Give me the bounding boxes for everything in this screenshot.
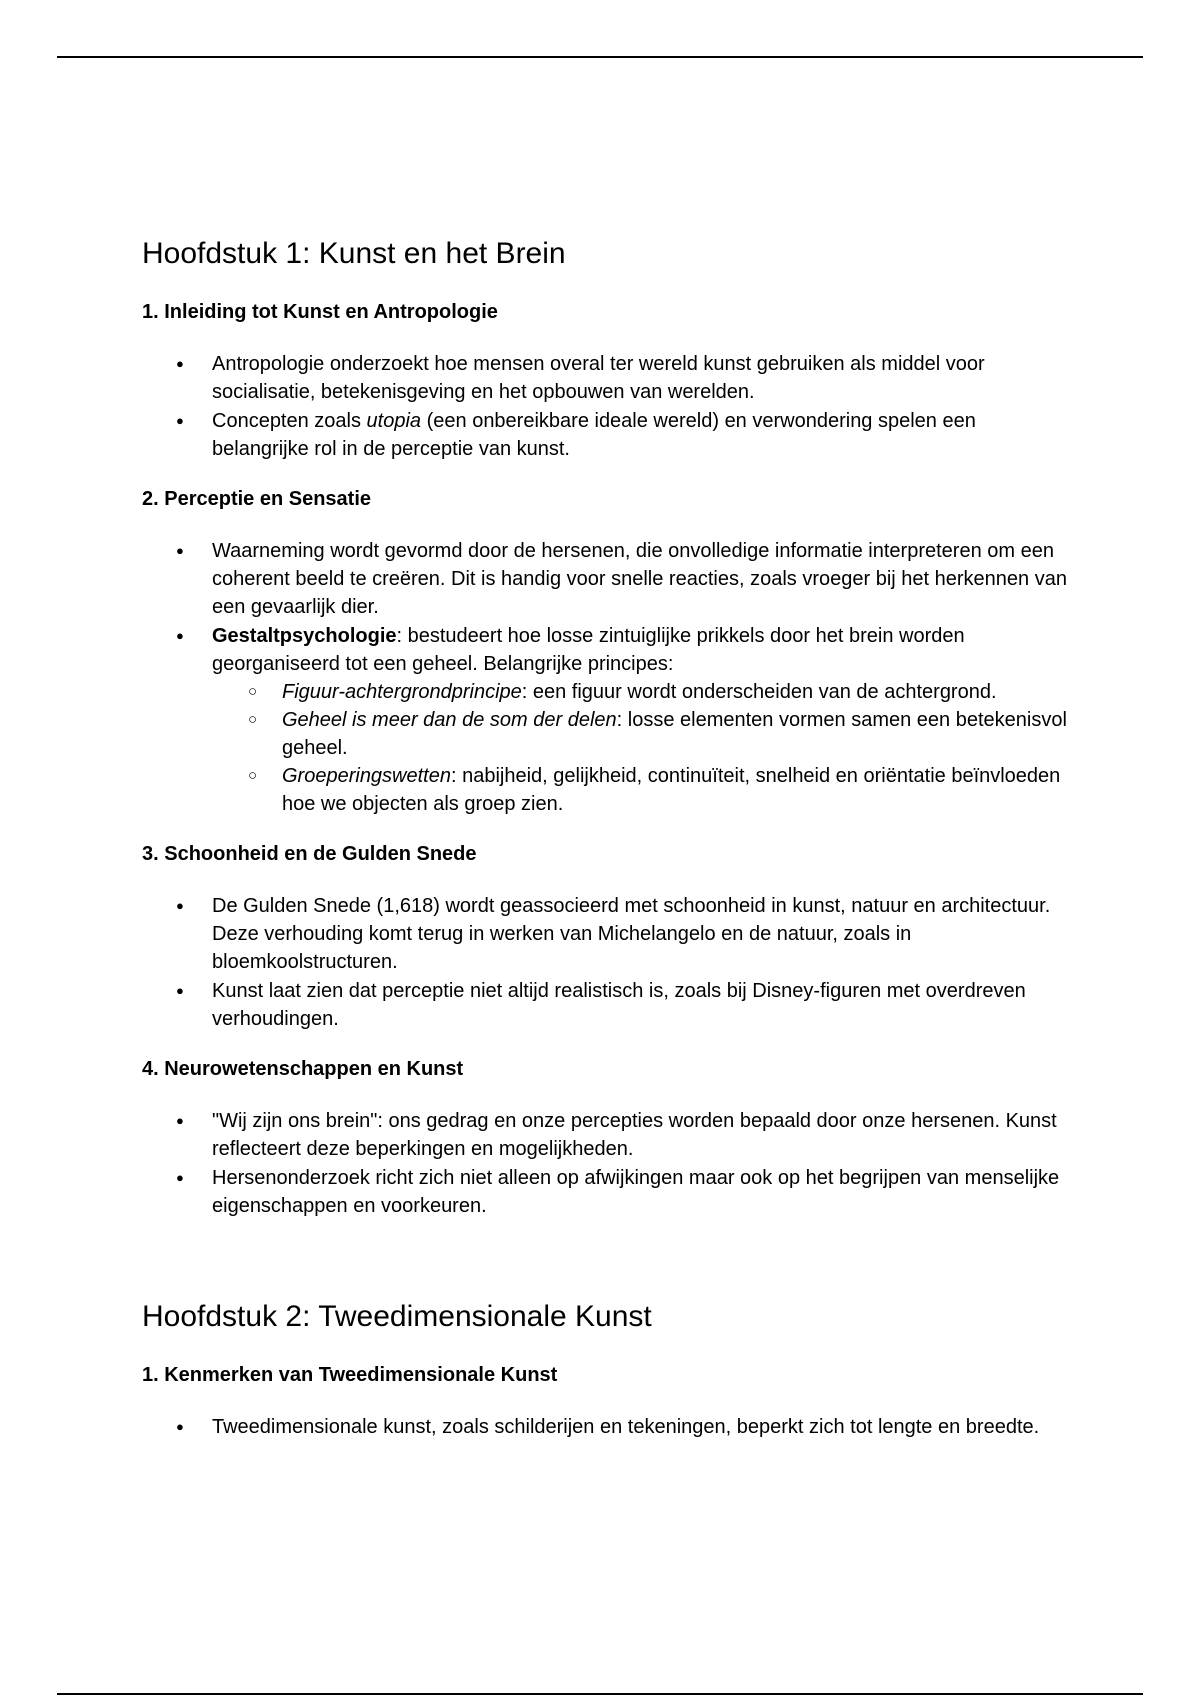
chapter-1-title: Hoofdstuk 1: Kunst en het Brein xyxy=(142,237,566,270)
section-2-list xyxy=(142,537,1072,818)
section-2-heading: 2. Perceptie en Sensatie xyxy=(142,488,372,510)
section-1-heading: 1. Inleiding tot Kunst en Antropologie xyxy=(142,301,498,323)
chapter-2-section-1-list xyxy=(142,1413,1072,1441)
section-1-list xyxy=(142,350,1072,463)
gestalt-principles-list xyxy=(212,678,1072,818)
section-4-heading: 4. Neurowetenschappen en Kunst xyxy=(142,1058,464,1080)
section-3-list xyxy=(142,892,1072,1033)
document-body xyxy=(142,237,1072,1465)
chapter-2-title: Hoofdstuk 2: Tweedimensionale Kunst xyxy=(142,1300,652,1333)
section-4-list xyxy=(142,1107,1072,1220)
list-item: ● Waarneming wordt gevormd door de hersenen, die onvolledige informatie interpreteren om een coherent beeld te creëren. Dit is handig voor snelle reacties, zoals vroeger bij het herkennen van een gevaarlijk dier. xyxy=(142,537,1072,621)
list-item: ● Kunst laat zien dat perceptie niet altijd realistisch is, zoals bij Disney-figuren met overdreven verhoudingen. xyxy=(142,977,1072,1033)
list-item: ● Gestaltpsychologie: bestudeert hoe losse zintuiglijke prikkels door het brein worden georganiseerd tot een geheel. Belangrijke principes: ○ Figuur-achtergrondprincipe: een figuur wordt onderscheiden van de achtergrond. ○ Geheel is meer dan de som der delen: losse elementen vormen samen een betekenisvol geheel. ○ Groeperingswetten: nabijheid, gelijkheid, continuïteit, snelheid en oriëntatie beïnvloeden hoe we objecten als groep zien. xyxy=(142,622,1072,818)
sub-list-item: ○ Figuur-achtergrondprincipe: een figuur wordt onderscheiden van de achtergrond. xyxy=(212,678,1072,706)
list-item: ● Tweedimensionale kunst, zoals schilderijen en tekeningen, beperkt zich tot lengte en breedte. xyxy=(142,1413,1072,1441)
list-item: ● Concepten zoals utopia (een onbereikbare ideale wereld) en verwondering spelen een belangrijke rol in de perceptie van kunst. xyxy=(142,407,1072,463)
sub-list-item: ○ Groeperingswetten: nabijheid, gelijkheid, continuïteit, snelheid en oriëntatie beïnvloeden hoe we objecten als groep zien. xyxy=(212,762,1072,818)
chapter-2-section-1-heading: 1. Kenmerken van Tweedimensionale Kunst xyxy=(142,1364,558,1386)
section-3-heading: 3. Schoonheid en de Gulden Snede xyxy=(142,843,477,865)
list-item: ● "Wij zijn ons brein": ons gedrag en onze percepties worden bepaald door onze hersenen. Kunst reflecteert deze beperkingen en mogelijkheden. xyxy=(142,1107,1072,1163)
list-item: ● Hersenonderzoek richt zich niet alleen op afwijkingen maar ook op het begrijpen van menselijke eigenschappen en voorkeuren. xyxy=(142,1164,1072,1220)
list-item: ● Antropologie onderzoekt hoe mensen overal ter wereld kunst gebruiken als middel voor socialisatie, betekenisgeving en het opbouwen van werelden. xyxy=(142,350,1072,406)
header-rule xyxy=(57,56,1143,58)
sub-list-item: ○ Geheel is meer dan de som der delen: losse elementen vormen samen een betekenisvol geheel. xyxy=(212,706,1072,762)
list-item: ● De Gulden Snede (1,618) wordt geassocieerd met schoonheid in kunst, natuur en architectuur. Deze verhouding komt terug in werken van Michelangelo en de natuur, zoals in bloemkoolstructuren. xyxy=(142,892,1072,976)
footer-rule xyxy=(57,1693,1143,1695)
